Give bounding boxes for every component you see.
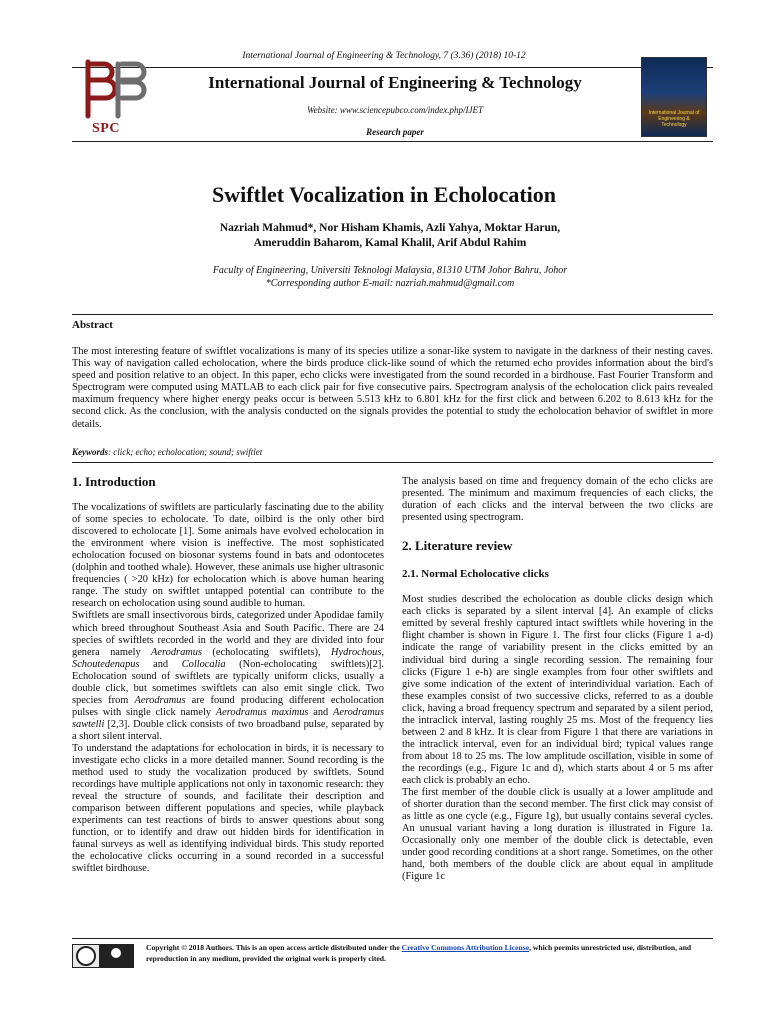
right-column: [402, 476, 713, 883]
journal-website[interactable]: Website: www.sciencepubco.com/index.php/IJET: [307, 105, 483, 115]
intro-paragraph-3: To understand the adaptations for echolocation in birds, it is necessary to investigate echo clicks in a more detailed manner. Sound recording is the method used to study the vocalization produced by swiftlets. Sound recordings have multiple applications not only in taxonomic research: they reveal the structure of sounds, and facilitate their description and comparison between different populations and species, while playback experiments can test reactions of birds to answer questions about song function, or to identify and draw out hidden birds for identification in faunal surveys as well as identifying individual birds. This study reported the echolocative clicks occurring in a sound recorded in a successful swiftlet birdhouse.: [72, 742, 384, 875]
keywords: [72, 447, 262, 457]
paper-type: Research paper: [366, 127, 424, 137]
header-rule-top: [72, 67, 713, 68]
keywords-label: Keywords: [72, 447, 108, 457]
copyright-notice: [146, 942, 714, 964]
species-name: Aerodramus sawtelli: [72, 706, 384, 730]
genus-name: Aerodramus: [151, 646, 203, 658]
section-heading-literature-review: 2. Literature review: [402, 538, 513, 554]
section-heading-introduction: 1. Introduction: [72, 474, 156, 489]
genus-name: Aerodramus: [134, 694, 186, 706]
text: ,: [381, 646, 384, 658]
abstract-text: The most interesting feature of swiftlet vocalizations is many of its species utilize a sonar-like system to navigate in the darkness of their nesting caves. This way of navigation called echolocation, where the birds produce click-like sound of which the returned echo provides information about the bird's speed and position relative to an object. In this paper, echo clicks were investigated from the sound recorded in a birdhouse. Fast Fourier Transform and Spectrogram were computed using MATLAB to each click pair for five consecutive pairs. Spectrogram analysis of the echolocation click pairs revealed maximum frequency where higher energy peaks occur is between 5.513 kHz to 6.801 kHz for the first click and between 6.202 to 8.613 kHz for the second click. As the conclusion, with the analysis conducted on the signals provides the potential to study the echolocation behavior of swiftlet in more details.: [72, 346, 713, 430]
intro-paragraph-1: The vocalizations of swiftlets are particularly fascinating due to the ability of some species to echolocate. To date, oilbird is the only other bird discovered to echolocate [1]. Some animals have evolved echolocation in the environment where vision is ineffective. The most sophisticated echolocation focused on biosonar systems found in bats and odontocetes (dolphin and toothed whale). However, these animals use higher ultrasonic frequencies ( >20 kHz) for echolocation which is above human hearing range. The study on swiftlet untapped potential can contribute to the research on echolocation using sound audible to human.: [72, 502, 384, 610]
abstract-rule-top: [72, 314, 713, 315]
text: (echolocating swiftlets),: [202, 646, 331, 658]
copyright-text-end: , which permits unrestricted use, distribution, and reproduction in any medium, provided the original work is properly cited.: [146, 943, 692, 963]
left-column: [72, 476, 384, 876]
text: and: [308, 706, 333, 718]
keywords-list: : click; echo; echolocation; sound; swiftlet: [108, 447, 263, 457]
text: and: [139, 658, 182, 670]
authors-line-1: Nazriah Mahmud*, Nor Hisham Khamis, Azli Yahya, Moktar Harun,: [219, 222, 561, 234]
journal-cover-image: [641, 57, 707, 137]
genus-name: Hydrochous: [330, 646, 382, 658]
footer-rule: [72, 938, 713, 939]
header-rule-bottom: [72, 141, 713, 142]
intro-paragraph-2: [72, 610, 384, 743]
genus-name: Collocalia: [181, 658, 226, 670]
license-link[interactable]: Creative Commons Attribution License: [401, 943, 530, 952]
paper-title: Swiftlet Vocalization in Echolocation: [211, 182, 557, 207]
literature-paragraph-2: The first member of the double click is usually at a lower amplitude and of shorter duration than the second member. The first click may consist of as little as one cycle (e.g., Figure 1g), but usually contains several cycles. An unusual variant having a long duration is illustrated in Figure 1a. Occasionally only one member of the double click is detectable, even under good recording conditions at a short range. Sometimes, on the other hand, both members of the double click are about equal in amplitude (Figure 1c: [402, 787, 713, 883]
text: (Non-echolocating swiftlets)[2]. Echolocation sound of swiftlets are typically uniform clicks, usually a double click, but sometimes swiftlets can also emit single click. Two species from: [72, 658, 384, 706]
journal-title: International Journal of Engineering & Technology: [208, 73, 582, 92]
genus-name: Schoutedenapus: [72, 658, 140, 670]
spc-logo-text: SPC: [92, 121, 120, 136]
abstract-heading: Abstract: [72, 319, 113, 331]
species-name: Aerodramus maximus: [215, 706, 309, 718]
corresponding-author: *Corresponding author E-mail: nazriah.mahmud@gmail.com: [265, 278, 515, 289]
affiliation-block: [120, 264, 660, 290]
cover-title: International Journal of Engineering & Technology: [648, 110, 700, 128]
creative-commons-badge-icon[interactable]: [72, 944, 134, 968]
subsection-heading-normal-clicks: 2.1. Normal Echolocative clicks: [402, 568, 549, 581]
abstract-rule-bottom: [72, 462, 713, 463]
literature-paragraph-1: Most studies described the echolocation as double clicks design which each clicks is separated by a silent interval [4]. An example of clicks emitted by several freshly captured intact swiftlets while hovering in the flight chamber is shown in Figure 1. The first four clicks (Figure 1 a-d) indicate the range of variability present in the clicks emitted by an individual bird during a single recording session. The remaining four clicks (Figure 1 e-h) are single examples from four other swiftlets and give some indication of the extent of interindividual variation. Each of these examples consist of two successive clicks, referred to as a double click, having a broad frequency spectrum and separated by a silent period, the intraclick interval, lasting roughly 25 ms. Most of the frequency lies between 2 and 8 kHz. It is clear from Figure 1 that there are variations in the intraclick interval, even for an individual bird; typical values range from about 18 to 25 ms. The low amplitude oscillation, visible in some of the recordings (e.g., Figure 1c and d), which starts about 4 or 5 ms after each click is probably an echo.: [402, 594, 713, 786]
right-paragraph-0: The analysis based on time and frequency domain of the echo clicks are presented. The minimum and maximum frequencies of each clicks, the duration of each clicks and the interval between the two clicks are presented using spectrogram.: [402, 476, 713, 524]
citation-journal: International Journal of Engineering & Technology: [242, 51, 439, 61]
author-list: [140, 221, 640, 251]
affiliation: Faculty of Engineering, Universiti Teknologi Malaysia, 81310 UTM Johor Bahru, Johor: [212, 265, 568, 276]
text: are found producing different echolocation pulses with single click namely: [72, 694, 384, 718]
text: [2,3]. Double click consists of two broadband pulse, separated by a short silent interval.: [72, 718, 384, 742]
authors-line-2: Ameruddin Baharom, Kamal Khalil, Arif Abdul Rahim: [253, 237, 527, 249]
copyright-text: Copyright © 2018 Authors. This is an open access article distributed under the: [146, 943, 402, 952]
text: Swiftlets are small insectivorous birds, categorized under Apodidae family which breed throughout Southeast Asia and South Pacific. There are 24 species of swiftlets recorded in the world and they are divided into four genera namely: [72, 610, 384, 658]
citation-volume: , 7 (3.36) (2018) 10-12: [438, 51, 526, 61]
